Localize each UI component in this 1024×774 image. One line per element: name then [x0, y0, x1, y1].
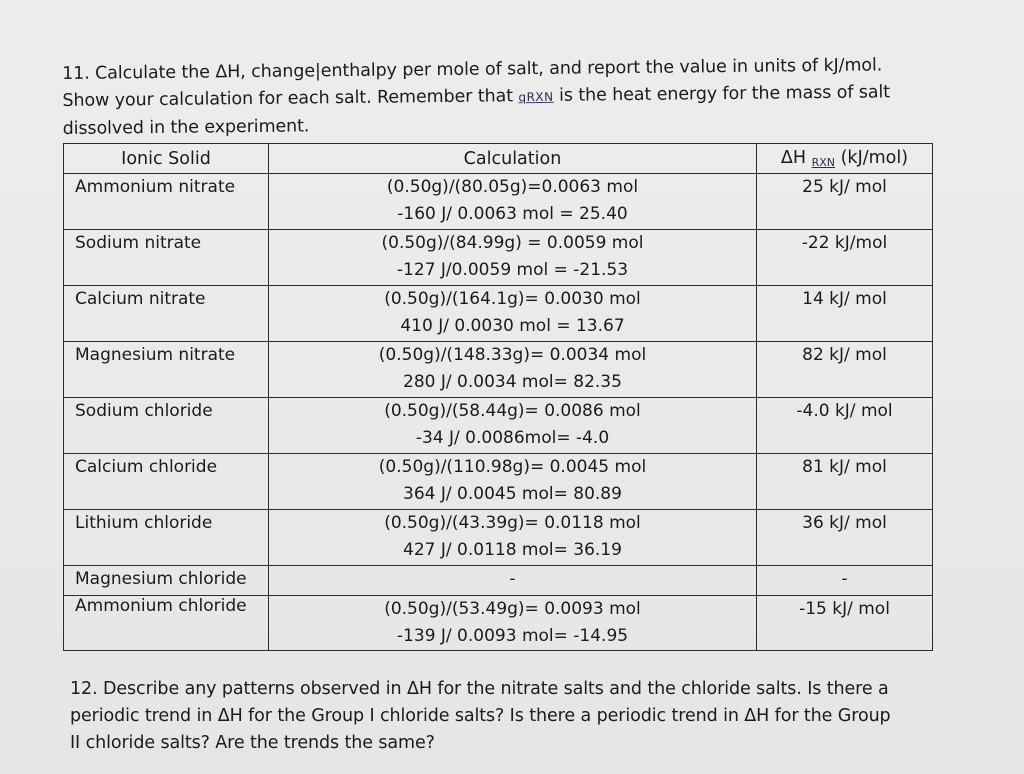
moles-calculation: (0.50g)/(58.44g)= 0.0086 mol — [384, 401, 641, 421]
delta-h-value: - — [757, 566, 933, 596]
salt-name: Magnesium nitrate — [64, 342, 269, 398]
header-ionic-solid: Ionic Solid — [64, 144, 269, 174]
header-calculation: Calculation — [269, 144, 757, 174]
table-row — [64, 596, 933, 651]
delta-h-value: -15 kJ/ mol — [757, 596, 933, 651]
delta-h-value: 81 kJ/ mol — [757, 454, 933, 510]
enthalpy-calculation: -139 J/ 0.0093 mol= -14.95 — [396, 626, 629, 646]
question-12 — [70, 676, 970, 757]
salt-name: Ammonium nitrate — [64, 174, 269, 230]
question-11-line-3: dissolved in the experiment. — [62, 116, 310, 139]
table-row — [64, 230, 933, 286]
moles-calculation: (0.50g)/(53.49g)= 0.0093 mol — [384, 599, 641, 619]
calculation-cell — [269, 398, 757, 454]
table-row — [64, 286, 933, 342]
delta-h-value: -22 kJ/mol — [757, 230, 933, 286]
calculation-cell — [269, 596, 757, 651]
table-row — [64, 454, 933, 510]
calculation-cell — [269, 510, 757, 566]
question-11 — [62, 52, 963, 143]
calculation-cell — [269, 286, 757, 342]
salt-name: Ammonium chloride — [64, 596, 269, 651]
enthalpy-calculation: 280 J/ 0.0034 mol= 82.35 — [403, 372, 622, 392]
question-11-line-2-end: is the heat energy for the mass of salt — [553, 82, 891, 106]
header-delta-h-subscript: RXN — [811, 156, 836, 169]
calculation-cell — [269, 342, 757, 398]
question-12-line-1: 12. Describe any patterns observed in ΔH for the nitrate salts and the chloride salts. Is there a — [70, 679, 889, 699]
question-11-line-1: 11. Calculate the ΔH, change|enthalpy per mole of salt, and report the value in units of kJ/mol. — [62, 55, 883, 84]
table-row — [64, 342, 933, 398]
salt-name: Sodium nitrate — [64, 230, 269, 286]
enthalpy-calculation: -34 J/ 0.0086mol= -4.0 — [415, 428, 610, 448]
moles-calculation: (0.50g)/(43.39g)= 0.0118 mol — [384, 513, 641, 533]
enthalpy-calculation: 427 J/ 0.0118 mol= 36.19 — [403, 540, 622, 560]
enthalpy-calculation: 410 J/ 0.0030 mol = 13.67 — [400, 316, 625, 336]
header-delta-h-unit: (kJ/mol) — [835, 148, 909, 168]
delta-h-value: 25 kJ/ mol — [757, 174, 933, 230]
table-header-row — [64, 144, 933, 174]
salt-name: Calcium chloride — [64, 454, 269, 510]
calculation-cell — [269, 174, 757, 230]
question-11-line-2-start: Show your calculation for each salt. Remember that — [62, 86, 519, 111]
table-row — [64, 566, 933, 596]
moles-calculation: (0.50g)/(148.33g)= 0.0034 mol — [378, 345, 647, 365]
enthalpy-calculation: 364 J/ 0.0045 mol= 80.89 — [403, 484, 622, 504]
delta-h-value: 82 kJ/ mol — [757, 342, 933, 398]
question-12-line-3: II chloride salts? Are the trends the same? — [70, 733, 435, 753]
table-row — [64, 398, 933, 454]
question-12-line-2: periodic trend in ΔH for the Group I chloride salts? Is there a periodic trend in ΔH for the Group — [70, 706, 891, 726]
moles-calculation: (0.50g)/(80.05g)=0.0063 mol — [386, 177, 639, 197]
table-row — [64, 510, 933, 566]
header-delta-h-symbol: ΔH — [780, 148, 807, 168]
moles-calculation: - — [509, 569, 516, 589]
delta-h-value: 36 kJ/ mol — [757, 510, 933, 566]
enthalpy-calculation: -160 J/ 0.0063 mol = 25.40 — [397, 204, 628, 224]
calculation-cell — [269, 230, 757, 286]
calculation-cell — [269, 454, 757, 510]
salt-name: Magnesium chloride — [64, 566, 269, 596]
salt-name: Sodium chloride — [64, 398, 269, 454]
salt-name: Lithium chloride — [64, 510, 269, 566]
header-delta-h — [757, 144, 933, 174]
delta-h-value: 14 kJ/ mol — [757, 286, 933, 342]
enthalpy-calculation: -127 J/0.0059 mol = -21.53 — [396, 260, 629, 280]
delta-h-value: -4.0 kJ/ mol — [757, 398, 933, 454]
moles-calculation: (0.50g)/(110.98g)= 0.0045 mol — [378, 457, 647, 477]
moles-calculation: (0.50g)/(164.1g)= 0.0030 mol — [384, 289, 641, 309]
table-row — [64, 174, 933, 230]
calculation-cell — [269, 566, 757, 596]
salt-name: Calcium nitrate — [64, 286, 269, 342]
qrxn-symbol: qRXN — [518, 89, 554, 105]
enthalpy-table — [63, 143, 933, 651]
moles-calculation: (0.50g)/(84.99g) = 0.0059 mol — [381, 233, 644, 253]
